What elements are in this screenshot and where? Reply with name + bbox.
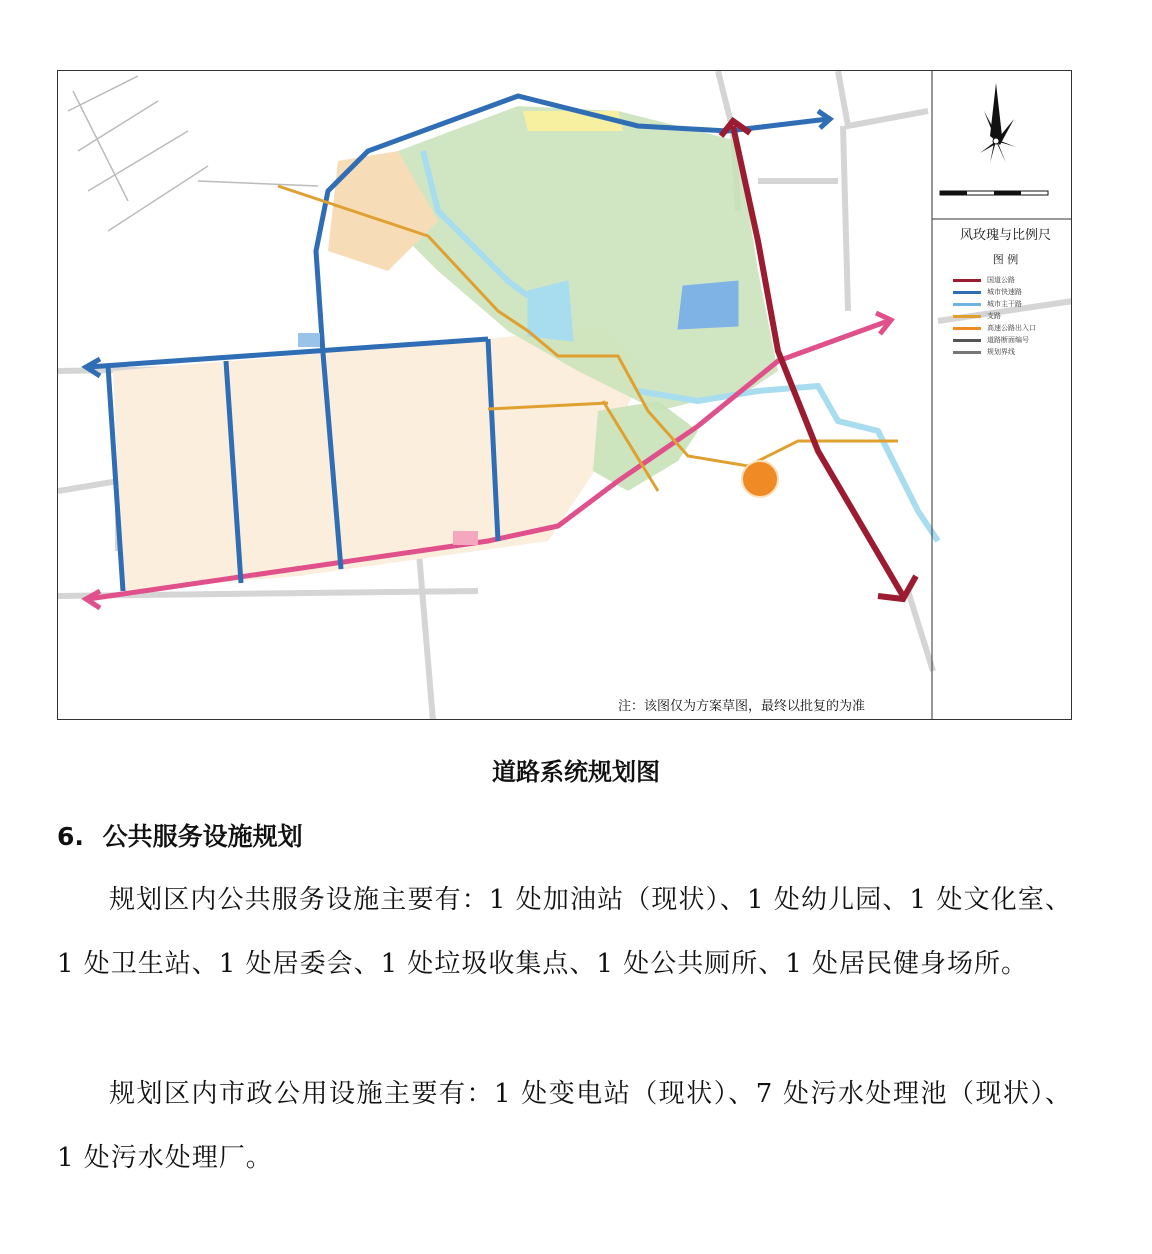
facility-marker: [453, 531, 478, 545]
road-system-map: [57, 70, 1072, 720]
legend-label: 城市主干路: [987, 300, 1022, 308]
paragraph-public-services: 规划区内公共服务设施主要有：1 处加油站（现状）、1 处幼儿园、1 处文化室、1 处卫生站、1 处居委会、1 处垃圾收集点、1 处公共厕所、1 处居民健身场所。: [57, 885, 1072, 979]
wind-rose-icon: [980, 83, 1016, 163]
interchange-icon: [742, 461, 778, 497]
legend-item: [953, 274, 1036, 286]
legend-heading: 图 例: [992, 253, 1019, 266]
facility-marker-2: [298, 333, 320, 347]
legend-swatch: [953, 303, 981, 306]
section-number: 6.: [57, 822, 84, 851]
paragraph-municipal-facilities: 规划区内市政公用设施主要有：1 处变电站（现状）、7 处污水处理池（现状）、1 处污水处理厂。: [57, 1079, 1072, 1173]
legend-label: 城市快速路: [987, 288, 1022, 296]
legend-list: [953, 274, 1036, 358]
legend-title: 风玫瑰与比例尺: [959, 228, 1051, 243]
scale-bar: [940, 191, 1048, 195]
section-heading: [57, 817, 303, 853]
legend-label: 道路断面编号: [987, 336, 1029, 344]
greenery-area-2: [593, 401, 698, 491]
legend-label: 规划界线: [987, 348, 1015, 356]
legend-item: [953, 322, 1036, 334]
legend-item: [953, 298, 1036, 310]
legend-label: 支路: [987, 312, 1001, 320]
legend-swatch: [953, 291, 981, 294]
existing-lanes: [68, 76, 318, 231]
legend-label: 国道公路: [987, 276, 1015, 284]
legend-swatch: [953, 279, 981, 282]
legend-swatch: [953, 339, 981, 342]
legend-item: [953, 310, 1036, 322]
legend-swatch: [953, 351, 981, 354]
planning-area: [113, 326, 643, 591]
section-title: 公共服务设施规划: [102, 822, 303, 851]
legend-label: 高速公路出入口: [987, 324, 1036, 332]
legend-item: [953, 346, 1036, 358]
legend-item: [953, 334, 1036, 346]
figure-caption: 道路系统规划图: [492, 758, 660, 786]
map-drawing: [58, 71, 1072, 720]
legend-swatch: [953, 315, 981, 318]
legend-item: [953, 286, 1036, 298]
map-note: 注：该图仅为方案草图，最终以批复的为准: [618, 699, 866, 714]
legend-swatch: [953, 327, 981, 330]
